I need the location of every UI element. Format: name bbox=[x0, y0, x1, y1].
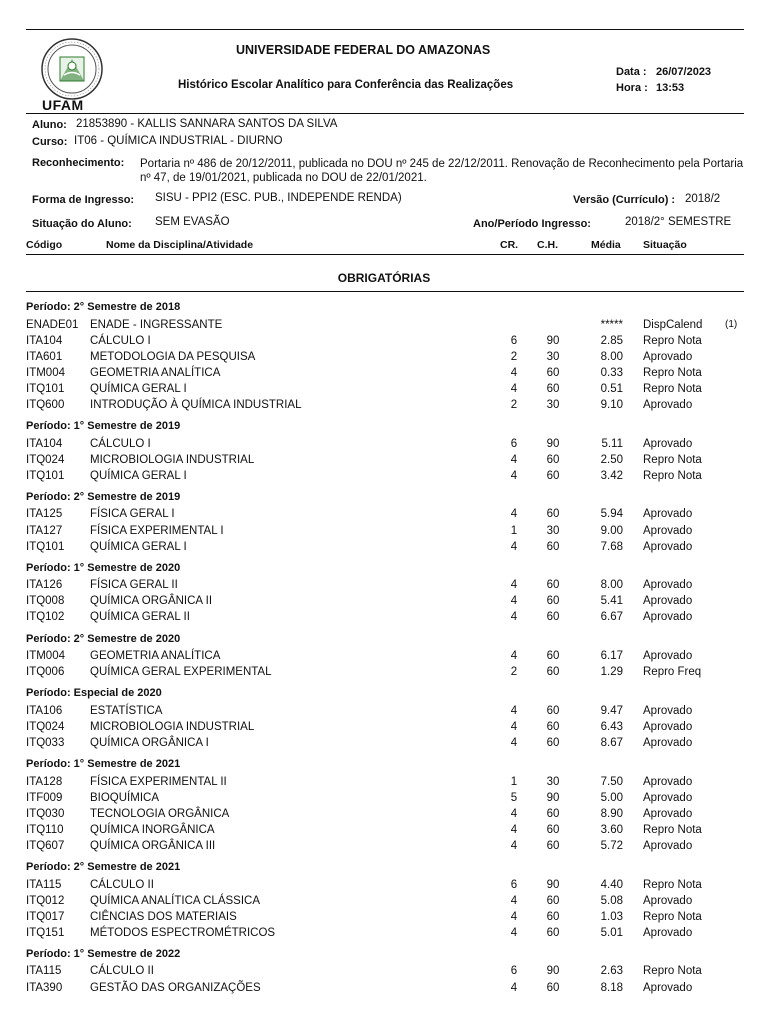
top-rule bbox=[26, 29, 744, 30]
course-status: Aprovado bbox=[643, 579, 693, 592]
course-average: 4.40 bbox=[600, 878, 623, 891]
course-hours: 30 bbox=[546, 350, 560, 363]
course-hours: 90 bbox=[546, 878, 560, 891]
course-hours: 60 bbox=[546, 704, 560, 717]
course-code: ITQ012 bbox=[26, 894, 65, 907]
ufam-seal-icon bbox=[40, 37, 104, 101]
course-status: Aprovado bbox=[643, 437, 693, 450]
course-average: 8.67 bbox=[600, 736, 623, 749]
col-ch-header: C.H. bbox=[537, 239, 558, 251]
col-cr-header: CR. bbox=[500, 239, 519, 251]
course-name: CÁLCULO I bbox=[90, 334, 151, 347]
course-status: Aprovado bbox=[643, 704, 693, 717]
course-name: QUÍMICA ANALÍTICA CLÁSSICA bbox=[90, 894, 260, 907]
period-title: Período: 2° Semestre de 2020 bbox=[26, 632, 181, 645]
course-code: ITQ101 bbox=[26, 469, 65, 482]
course-name: METODOLOGIA DA PESQUISA bbox=[90, 350, 256, 363]
course-code: ITA125 bbox=[26, 508, 63, 521]
curriculum-version-value: 2018/2 bbox=[685, 193, 721, 205]
course-status: Repro Nota bbox=[643, 382, 702, 395]
date-value: 26/07/2023 bbox=[656, 66, 712, 78]
course-status: Aprovado bbox=[643, 399, 693, 411]
recognition-label: Reconhecimento: bbox=[32, 157, 125, 169]
course-status: Aprovado bbox=[643, 807, 693, 820]
period-title: Período: 1° Semestre de 2022 bbox=[26, 947, 181, 960]
course-name: GEOMETRIA ANALÍTICA bbox=[90, 366, 221, 379]
course-credits: 4 bbox=[510, 650, 518, 662]
course-status: Aprovado bbox=[643, 736, 693, 749]
entry-form-value: SISU - PPI2 (ESC. PUB., INDEPENDE RENDA) bbox=[155, 192, 402, 204]
course-average: 6.43 bbox=[600, 720, 623, 733]
course-average: 2.50 bbox=[600, 453, 623, 466]
date-label: Data : bbox=[616, 66, 647, 78]
course-average: 9.10 bbox=[600, 399, 623, 411]
course-credits: 1 bbox=[510, 775, 518, 788]
course-credits: 6 bbox=[510, 878, 518, 891]
course-credits: 6 bbox=[510, 334, 518, 347]
document-title: Histórico Escolar Analítico para Conferência das Realizações bbox=[178, 79, 514, 91]
time-label: Hora : bbox=[616, 82, 648, 94]
course-name: MICROBIOLOGIA INDUSTRIAL bbox=[90, 453, 255, 466]
col-avg-header: Média bbox=[591, 239, 621, 251]
course-credits: 5 bbox=[510, 791, 518, 804]
col-status-header: Situação bbox=[643, 239, 687, 251]
period-title: Período: 1° Semestre de 2021 bbox=[26, 758, 181, 770]
course-hours: 60 bbox=[546, 807, 560, 820]
section-title: OBRIGATÓRIAS bbox=[337, 271, 431, 285]
course-average: 1.29 bbox=[600, 666, 623, 679]
course-status: Aprovado bbox=[643, 775, 693, 788]
course-name: QUÍMICA GERAL II bbox=[90, 611, 190, 624]
col-name-header: Nome da Disciplina/Atividade bbox=[106, 239, 254, 251]
table-header-rule bbox=[26, 254, 744, 255]
course-credits: 4 bbox=[510, 720, 518, 733]
period-title: Período: 1° Semestre de 2020 bbox=[26, 561, 181, 574]
entry-period-value: 2018/2° SEMESTRE bbox=[625, 216, 732, 228]
course-status: Aprovado bbox=[643, 595, 693, 608]
course-status: Aprovado bbox=[643, 981, 693, 994]
course-credits: 4 bbox=[510, 981, 518, 994]
course-status: Repro Nota bbox=[643, 469, 702, 482]
course-code: ITA104 bbox=[26, 437, 63, 450]
course-average: 2.85 bbox=[600, 334, 623, 347]
course-label: Curso: bbox=[32, 136, 68, 148]
course-average: 8.00 bbox=[600, 579, 623, 592]
course-credits: 4 bbox=[510, 579, 518, 592]
period-title: Período: 2° Semestre de 2021 bbox=[26, 861, 181, 873]
course-average: 7.50 bbox=[600, 775, 623, 788]
header-rule bbox=[26, 113, 744, 114]
course-credits: 4 bbox=[510, 508, 518, 521]
period-title: Período: 2° Semestre de 2019 bbox=[26, 490, 181, 503]
course-name: QUÍMICA GERAL I bbox=[90, 469, 187, 482]
course-status: Aprovado bbox=[643, 350, 693, 363]
course-average: 8.90 bbox=[600, 807, 623, 820]
course-name: QUÍMICA INORGÂNICA bbox=[90, 823, 215, 836]
course-status: Repro Nota bbox=[643, 366, 702, 379]
course-credits: 2 bbox=[510, 399, 518, 411]
course-code: ITQ024 bbox=[26, 453, 65, 466]
course-status: Repro Nota bbox=[643, 965, 702, 978]
course-code: ITQ101 bbox=[26, 382, 65, 395]
course-code: ITQ101 bbox=[26, 540, 65, 553]
course-hours: 60 bbox=[546, 453, 560, 466]
course-hours: 30 bbox=[546, 399, 560, 411]
course-average: 8.00 bbox=[600, 350, 623, 363]
course-name: FÍSICA EXPERIMENTAL II bbox=[90, 775, 227, 788]
curriculum-version-label: Versão (Currículo) : bbox=[573, 194, 676, 206]
course-hours: 60 bbox=[546, 666, 560, 679]
course-name: MICROBIOLOGIA INDUSTRIAL bbox=[90, 720, 255, 733]
course-status: Aprovado bbox=[643, 720, 693, 733]
entry-form-label: Forma de Ingresso: bbox=[32, 194, 135, 206]
course-status: Aprovado bbox=[643, 611, 693, 624]
logo-text: UFAM bbox=[42, 97, 84, 113]
course-code: ITA126 bbox=[26, 579, 63, 592]
course-status: Aprovado bbox=[643, 540, 693, 553]
course-name: MÉTODOS ESPECTROMÉTRICOS bbox=[90, 926, 276, 939]
course-average: 6.17 bbox=[600, 650, 623, 662]
course-status: DispCalend bbox=[643, 318, 703, 331]
course-average: 3.42 bbox=[600, 469, 623, 482]
course-credits: 4 bbox=[510, 611, 518, 624]
course-code: ITA128 bbox=[26, 775, 63, 788]
course-code: ITQ110 bbox=[26, 823, 64, 836]
period-title: Período: 1° Semestre de 2019 bbox=[26, 420, 181, 433]
course-code: ITQ102 bbox=[26, 611, 65, 624]
course-average: 5.94 bbox=[600, 508, 623, 521]
course-average: ***** bbox=[600, 318, 623, 331]
course-hours: 60 bbox=[546, 823, 560, 836]
course-name: QUÍMICA ORGÂNICA III bbox=[90, 839, 216, 852]
section-rule bbox=[26, 291, 744, 292]
course-code: ENADE01 bbox=[26, 318, 79, 331]
course-code: ITQ607 bbox=[26, 839, 65, 852]
course-status: Repro Nota bbox=[643, 878, 702, 891]
course-name: QUÍMICA GERAL I bbox=[90, 382, 187, 395]
course-credits: 4 bbox=[510, 894, 518, 907]
course-status: Aprovado bbox=[643, 926, 693, 939]
course-name: CIÊNCIAS DOS MATERIAIS bbox=[90, 910, 237, 923]
course-status: Aprovado bbox=[643, 524, 693, 537]
course-name: INTRODUÇÃO À QUÍMICA INDUSTRIAL bbox=[90, 399, 302, 411]
course-status: Aprovado bbox=[643, 791, 693, 804]
course-status: Aprovado bbox=[643, 508, 693, 521]
course-average: 8.18 bbox=[600, 981, 623, 994]
student-value: 21853890 - KALLIS SANNARA SANTOS DA SILVA bbox=[76, 118, 338, 130]
course-code: ITM004 bbox=[26, 366, 65, 379]
course-code: ITQ030 bbox=[26, 807, 65, 820]
course-hours: 60 bbox=[546, 839, 560, 852]
course-hours: 60 bbox=[546, 910, 560, 923]
course-credits: 6 bbox=[510, 437, 518, 450]
course-hours: 60 bbox=[546, 611, 560, 624]
course-average: 7.68 bbox=[600, 540, 623, 553]
course-hours: 60 bbox=[546, 540, 560, 553]
course-name: QUÍMICA GERAL EXPERIMENTAL bbox=[90, 666, 272, 679]
course-hours: 60 bbox=[546, 736, 560, 749]
course-name: GESTÃO DAS ORGANIZAÇÕES bbox=[90, 981, 261, 994]
course-hours: 90 bbox=[546, 334, 560, 347]
course-code: ITA127 bbox=[26, 524, 63, 537]
ufam-logo bbox=[40, 37, 104, 117]
course-hours: 90 bbox=[546, 437, 560, 450]
course-average: 5.41 bbox=[600, 595, 623, 608]
course-name: BIOQUÍMICA bbox=[90, 791, 160, 804]
course-code: ITA601 bbox=[26, 350, 63, 363]
course-hours: 60 bbox=[546, 650, 560, 662]
course-average: 2.63 bbox=[600, 965, 623, 978]
entry-period-label: Ano/Período Ingresso: bbox=[473, 218, 591, 230]
course-credits: 4 bbox=[510, 595, 518, 608]
course-credits: 4 bbox=[510, 540, 518, 553]
course-credits: 4 bbox=[510, 823, 518, 836]
course-code: ITQ017 bbox=[26, 910, 65, 923]
course-credits: 4 bbox=[510, 382, 518, 395]
col-code-header: Código bbox=[26, 239, 63, 251]
course-hours: 60 bbox=[546, 595, 560, 608]
course-code: ITA115 bbox=[26, 965, 62, 978]
course-code: ITM004 bbox=[26, 650, 65, 662]
course-code: ITA390 bbox=[26, 981, 63, 994]
course-credits: 6 bbox=[510, 965, 518, 978]
course-average: 9.00 bbox=[600, 524, 623, 537]
course-credits: 4 bbox=[510, 910, 518, 923]
course-average: 0.51 bbox=[600, 382, 623, 395]
course-hours: 60 bbox=[546, 926, 560, 939]
course-code: ITQ033 bbox=[26, 736, 65, 749]
course-status: Repro Nota bbox=[643, 910, 702, 923]
course-status: Aprovado bbox=[643, 650, 693, 662]
course-hours: 60 bbox=[546, 579, 560, 592]
course-average: 0.33 bbox=[600, 366, 623, 379]
course-hours: 60 bbox=[546, 366, 560, 379]
course-average: 3.60 bbox=[600, 823, 623, 836]
course-code: ITA106 bbox=[26, 704, 63, 717]
course-name: CÁLCULO II bbox=[90, 965, 154, 978]
course-credits: 4 bbox=[510, 736, 518, 749]
course-status: Repro Nota bbox=[643, 334, 702, 347]
student-label: Aluno: bbox=[32, 119, 67, 131]
student-status-value: SEM EVASÃO bbox=[155, 216, 230, 228]
course-value: IT06 - QUÍMICA INDUSTRIAL - DIURNO bbox=[74, 135, 283, 147]
course-status: Repro Nota bbox=[643, 823, 702, 836]
course-code: ITQ006 bbox=[26, 666, 65, 679]
course-name: ESTATÍSTICA bbox=[90, 704, 163, 717]
course-credits: 4 bbox=[510, 807, 518, 820]
course-name: CÁLCULO I bbox=[90, 437, 151, 450]
course-status: Repro Nota bbox=[643, 453, 702, 466]
time-value: 13:53 bbox=[656, 82, 685, 94]
course-average: 5.11 bbox=[601, 437, 623, 450]
university-name: UNIVERSIDADE FEDERAL DO AMAZONAS bbox=[236, 43, 491, 57]
course-code: ITQ024 bbox=[26, 720, 65, 733]
course-average: 6.67 bbox=[600, 611, 623, 624]
course-note: (1) bbox=[725, 318, 738, 330]
course-code: ITQ008 bbox=[26, 595, 65, 608]
course-credits: 4 bbox=[510, 704, 518, 717]
course-hours: 60 bbox=[546, 508, 560, 521]
course-name: GEOMETRIA ANALÍTICA bbox=[90, 650, 221, 662]
course-average: 5.01 bbox=[600, 926, 623, 939]
course-hours: 90 bbox=[546, 965, 560, 978]
course-average: 5.08 bbox=[600, 894, 623, 907]
course-code: ITF009 bbox=[26, 791, 63, 804]
course-name: FÍSICA GERAL I bbox=[90, 508, 175, 521]
course-name: FÍSICA GERAL II bbox=[90, 579, 178, 592]
student-status-label: Situação do Aluno: bbox=[32, 218, 132, 230]
course-code: ITQ600 bbox=[26, 399, 65, 411]
course-code: ITA115 bbox=[26, 878, 62, 891]
course-status: Aprovado bbox=[643, 894, 693, 907]
course-credits: 2 bbox=[510, 666, 518, 679]
course-name: TECNOLOGIA ORGÂNICA bbox=[90, 807, 230, 820]
course-code: ITA104 bbox=[26, 334, 63, 347]
course-name: QUÍMICA ORGÂNICA II bbox=[90, 595, 213, 608]
course-credits: 4 bbox=[510, 469, 518, 482]
course-hours: 90 bbox=[546, 791, 560, 804]
course-credits: 1 bbox=[510, 524, 518, 537]
course-credits: 4 bbox=[510, 926, 518, 939]
course-hours: 60 bbox=[546, 382, 560, 395]
course-hours: 60 bbox=[546, 469, 560, 482]
course-name: QUÍMICA ORGÂNICA I bbox=[90, 736, 209, 749]
course-credits: 4 bbox=[510, 366, 518, 379]
course-name: FÍSICA EXPERIMENTAL I bbox=[90, 524, 224, 537]
course-credits: 2 bbox=[510, 350, 518, 363]
recognition-value: Portaria nº 486 de 20/12/2011, publicada no DOU nº 245 de 22/12/2011. Renovação de Reconhecimento pela Portaria nº 47, de 19/01/2021, publicada no DOU de 22/01/2021. bbox=[140, 158, 744, 184]
course-credits: 4 bbox=[510, 453, 518, 466]
course-hours: 60 bbox=[546, 720, 560, 733]
course-hours: 60 bbox=[546, 981, 560, 994]
course-credits: 4 bbox=[510, 839, 518, 852]
course-status: Repro Freq bbox=[643, 666, 702, 679]
period-title: Período: Especial de 2020 bbox=[26, 687, 162, 700]
course-average: 9.47 bbox=[600, 704, 623, 717]
course-code: ITQ151 bbox=[26, 926, 65, 939]
course-hours: 30 bbox=[546, 775, 560, 788]
course-name: QUÍMICA GERAL I bbox=[90, 540, 187, 553]
period-title: Período: 2° Semestre de 2018 bbox=[26, 301, 181, 313]
course-average: 1.03 bbox=[600, 910, 623, 923]
course-hours: 30 bbox=[546, 524, 560, 537]
course-average: 5.72 bbox=[600, 839, 623, 852]
course-hours: 60 bbox=[546, 894, 560, 907]
course-status: Aprovado bbox=[643, 839, 693, 852]
course-name: CÁLCULO II bbox=[90, 878, 154, 891]
course-average: 5.00 bbox=[600, 791, 623, 804]
course-name: ENADE - INGRESSANTE bbox=[90, 318, 223, 331]
